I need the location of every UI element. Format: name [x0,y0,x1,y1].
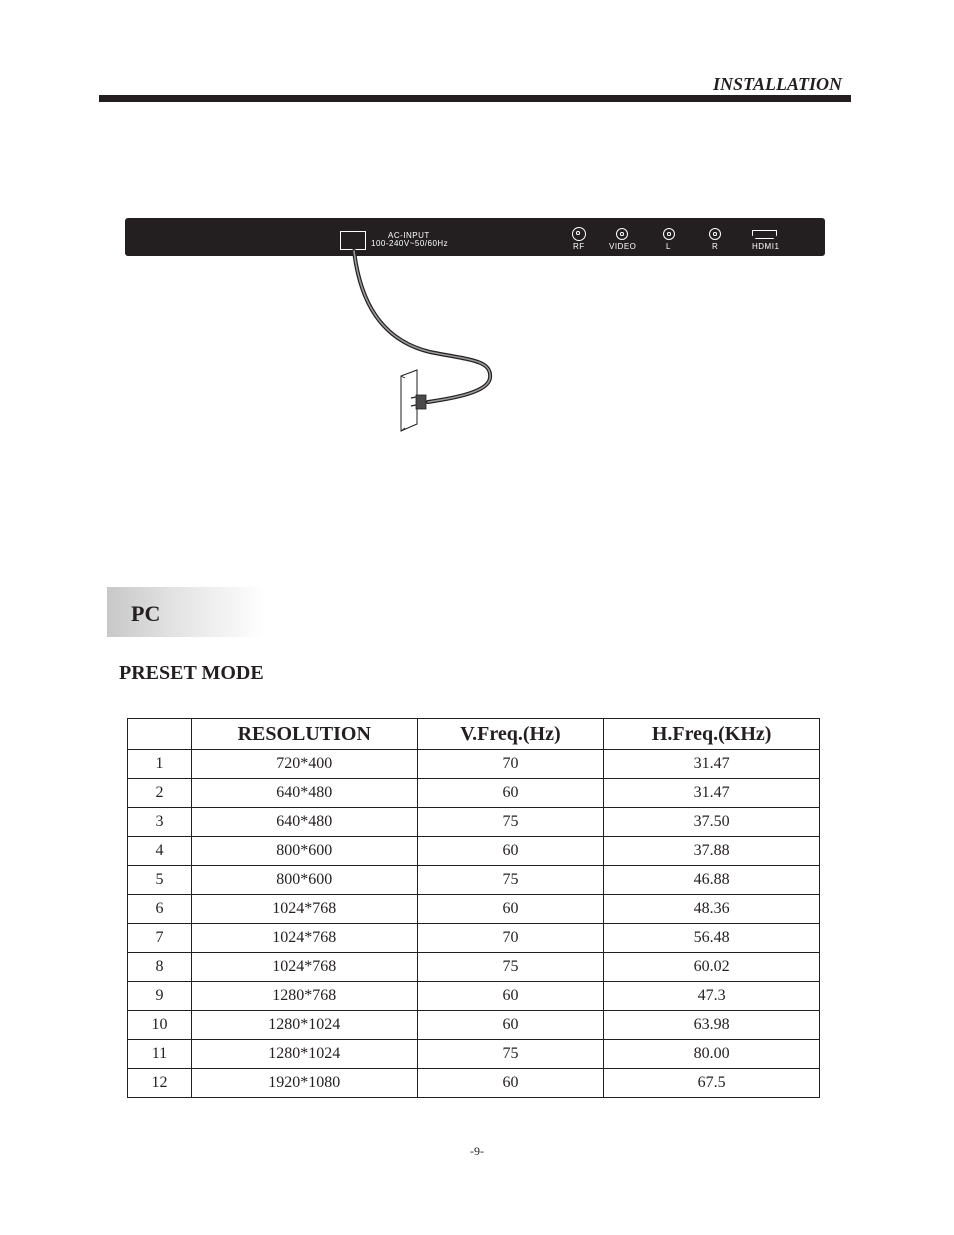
page-number: -9- [470,1144,484,1158]
port-label-l: L [666,242,671,251]
section-badge [107,587,265,637]
cell-hfreq: 47.3 [604,982,820,1011]
cell-number: 5 [128,866,192,895]
section-title: PC [131,601,161,626]
cell-hfreq: 37.88 [604,837,820,866]
cell-number: 2 [128,779,192,808]
cell-resolution: 1024*768 [191,895,417,924]
cell-number: 7 [128,924,192,953]
cell-resolution: 1920*1080 [191,1069,417,1098]
cell-resolution: 720*400 [191,750,417,779]
cell-hfreq: 80.00 [604,1040,820,1069]
header-vfreq: V.Freq.(Hz) [417,719,604,750]
table-header-row [128,719,820,750]
port-label-r: R [712,242,719,251]
port-label-hdmi1: HDMI1 [752,242,780,251]
cell-resolution: 640*480 [191,808,417,837]
table-row [128,866,820,895]
cell-number: 10 [128,1011,192,1040]
table-row [128,953,820,982]
ac-input-label: AC-INPUT [388,231,430,240]
cell-hfreq: 63.98 [604,1011,820,1040]
cell-hfreq: 46.88 [604,866,820,895]
table-row [128,808,820,837]
cell-vfreq: 60 [417,982,604,1011]
table-row [128,750,820,779]
cell-vfreq: 60 [417,895,604,924]
table-row [128,1040,820,1069]
cell-hfreq: 37.50 [604,808,820,837]
cell-number: 3 [128,808,192,837]
table-row [128,895,820,924]
cell-vfreq: 75 [417,866,604,895]
cell-vfreq: 75 [417,808,604,837]
cell-hfreq: 56.48 [604,924,820,953]
cell-vfreq: 70 [417,924,604,953]
cell-number: 6 [128,895,192,924]
table-row [128,1069,820,1098]
preset-mode-heading: PRESET MODE [119,662,264,684]
cell-vfreq: 75 [417,953,604,982]
cell-resolution: 1024*768 [191,953,417,982]
cell-vfreq: 75 [417,1040,604,1069]
cell-resolution: 1280*1024 [191,1040,417,1069]
table-row [128,779,820,808]
cell-resolution: 1024*768 [191,924,417,953]
cell-hfreq: 31.47 [604,779,820,808]
cell-resolution: 1280*768 [191,982,417,1011]
power-cord-icon [354,251,490,402]
cell-resolution: 1280*1024 [191,1011,417,1040]
cell-vfreq: 60 [417,1069,604,1098]
table-row [128,982,820,1011]
cell-number: 4 [128,837,192,866]
cell-number: 8 [128,953,192,982]
cell-number: 12 [128,1069,192,1098]
cell-number: 1 [128,750,192,779]
cell-resolution: 640*480 [191,779,417,808]
cell-vfreq: 60 [417,837,604,866]
cell-hfreq: 48.36 [604,895,820,924]
header-number [128,719,192,750]
cell-resolution: 800*600 [191,837,417,866]
cell-vfreq: 70 [417,750,604,779]
table-row [128,924,820,953]
cell-vfreq: 60 [417,779,604,808]
cell-resolution: 800*600 [191,866,417,895]
preset-mode-table [127,718,820,1098]
ac-input-rating: 100-240V~50/60Hz [371,239,449,248]
header-hfreq: H.Freq.(KHz) [604,719,820,750]
cell-hfreq: 67.5 [604,1069,820,1098]
cell-hfreq: 31.47 [604,750,820,779]
cell-vfreq: 60 [417,1011,604,1040]
table-row [128,837,820,866]
header-section-title: INSTALLATION [712,74,842,94]
cell-hfreq: 60.02 [604,953,820,982]
port-label-video: VIDEO [609,242,637,251]
table-row [128,1011,820,1040]
header-resolution: RESOLUTION [191,719,417,750]
cell-number: 9 [128,982,192,1011]
cell-number: 11 [128,1040,192,1069]
wall-outlet-icon [401,370,426,431]
port-label-rf: RF [573,242,585,251]
